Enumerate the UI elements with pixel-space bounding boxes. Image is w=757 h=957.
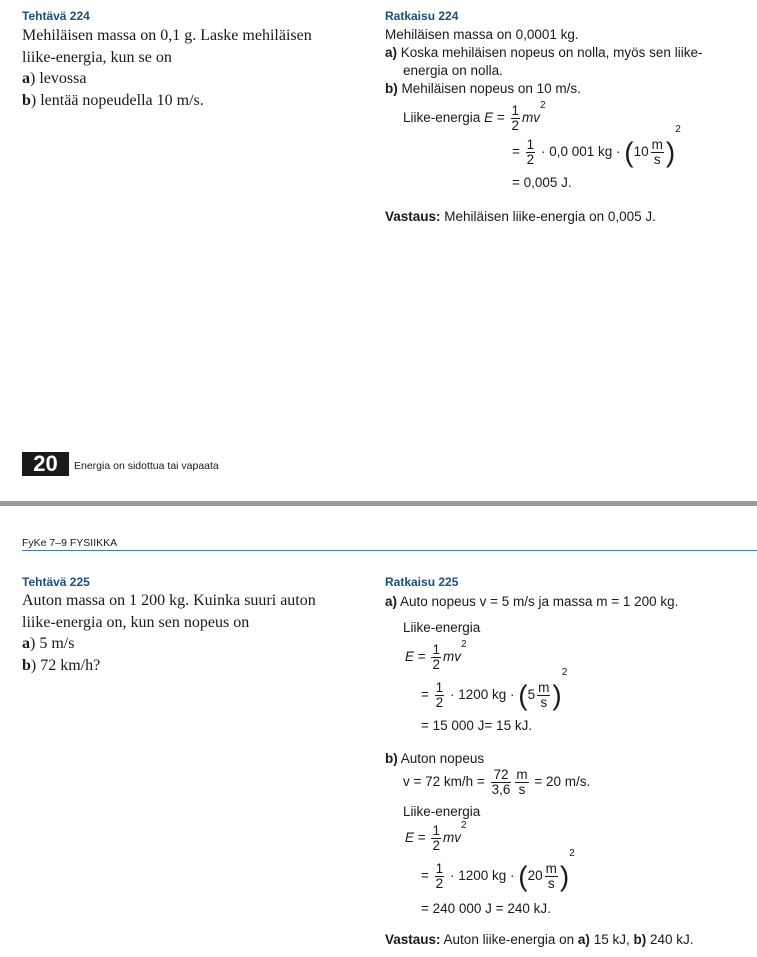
fraction-72-per-3-6 [491, 768, 512, 797]
exponent: 2 [540, 100, 546, 111]
fraction-m-per-s [651, 138, 664, 167]
numerator: 72 [491, 768, 512, 783]
mass-value: 1200 kg [458, 687, 507, 703]
part-b-eq-label: Liike-energia [403, 804, 481, 819]
part-a-line-1: Koska mehiläisen nopeus on nolla, myös sen liike- [400, 45, 703, 60]
fraction-half [431, 824, 441, 853]
item-text: levossa [39, 70, 87, 87]
exponent: 2 [460, 820, 467, 831]
dot-operator: · [510, 868, 515, 884]
dot-operator: · [540, 144, 546, 160]
fraction-m-per-s [537, 681, 550, 710]
fraction-half [435, 862, 445, 891]
answer-224 [385, 208, 656, 226]
mv-term: mv [522, 110, 541, 126]
exponent: 2 [561, 667, 568, 678]
right-paren: ) [552, 679, 562, 711]
item-label: a [22, 70, 30, 87]
solution-224-a [385, 44, 745, 62]
numerator: m [516, 767, 528, 782]
denominator: s [518, 782, 526, 797]
answer-label: Vastaus: [385, 209, 441, 224]
item-text: 5 m/s [39, 635, 75, 652]
dot-operator: · [510, 687, 515, 703]
eq-var: E [405, 649, 415, 665]
solution-224-b [385, 80, 745, 98]
part-b-text: Mehiläisen nopeus on 10 m/s. [401, 81, 581, 96]
fraction-half [511, 104, 521, 133]
eq-var: E [405, 830, 415, 846]
fraction-m-per-s [545, 862, 558, 891]
left-paren: ( [518, 679, 528, 711]
numerator: 1 [435, 861, 444, 876]
fraction-half [435, 681, 445, 710]
task-225-text [22, 590, 316, 676]
task-224-line-2: liike-energia, kun se on [22, 48, 172, 66]
denominator: 2 [435, 876, 444, 891]
equation-224-line-2 [512, 124, 681, 168]
answer-part-b-value: 240 kJ. [650, 932, 694, 947]
equation-225a-line-1 [405, 639, 467, 672]
equation-225a-line-2 [421, 667, 568, 711]
left-paren: ( [624, 136, 634, 168]
speed-conversion [403, 768, 590, 797]
solution-224-heading: Ratkaisu 224 [385, 9, 459, 23]
numerator: m [651, 137, 663, 152]
speed-value: 10 [633, 144, 649, 160]
dot-operator: · [616, 144, 621, 160]
fraction-half [431, 643, 441, 672]
denominator: s [653, 152, 661, 167]
part-a-label: a) [385, 45, 398, 60]
speed-value: 20 [527, 868, 543, 884]
item-label: b [22, 656, 31, 674]
denominator: s [540, 695, 548, 710]
solution-225-b [385, 750, 484, 768]
task-225-item-a: a) 5 m/s [22, 635, 75, 652]
numerator: 1 [432, 642, 440, 657]
answer-label: Vastaus: [385, 932, 441, 947]
denominator: 2 [432, 657, 440, 672]
item-label: b [22, 91, 31, 109]
chapter-title: Energia on sidottua tai vapaata [74, 460, 219, 472]
task-225-line-2: liike-energia on, kun sen nopeus on [22, 613, 250, 631]
answer-part-a-value: 15 kJ, [593, 932, 630, 947]
header-rule [22, 550, 757, 551]
eq-label: Liike-energia [403, 110, 481, 126]
part-b-label: b) [385, 751, 398, 766]
part-b-text: Auton nopeus [400, 751, 485, 766]
answer-part-a-label: a) [577, 932, 590, 947]
task-225-line-1: Auton massa on 1 200 kg. Kuinka suuri auton [22, 592, 316, 609]
numerator: m [545, 861, 557, 876]
conversion-right: = 20 m/s. [534, 774, 591, 790]
page-number-badge: 20 [22, 452, 69, 476]
mass-value: 1200 kg [458, 868, 507, 884]
equation-224-line-3: = 0,005 J. [512, 175, 572, 190]
solution-224-intro: Mehiläisen massa on 0,0001 kg. [385, 27, 579, 42]
equals-sign: = [417, 649, 426, 665]
denominator: 2 [511, 118, 520, 133]
fraction-m-per-s [515, 768, 528, 797]
denominator: 2 [432, 838, 440, 853]
conversion-left: v = 72 km/h = [403, 774, 485, 790]
numerator: m [538, 680, 550, 695]
part-a-label: a) [385, 594, 398, 609]
answer-text: Mehiläisen liike-energia on 0,005 J. [444, 209, 656, 224]
mv-term: mv [442, 649, 461, 665]
equation-225b-line-3: = 240 000 J = 240 kJ. [421, 901, 551, 916]
fraction-half [526, 138, 536, 167]
dot-operator: · [449, 868, 455, 884]
exponent: 2 [460, 639, 467, 650]
equals-sign: = [421, 868, 429, 884]
task-224-heading: Tehtävä 224 [22, 9, 90, 23]
equals-sign: = [417, 830, 426, 846]
equation-225b-line-1 [405, 820, 467, 853]
answer-225 [385, 931, 694, 949]
denominator: 2 [526, 152, 535, 167]
right-paren: ) [665, 136, 676, 168]
task-224-item-a: a) levossa [22, 70, 87, 87]
numerator: 1 [511, 103, 520, 118]
solution-224-text [385, 26, 745, 98]
part-b-label: b) [385, 81, 398, 96]
task-224-line-1: Mehiläisen massa on 0,1 g. Laske mehiläisen [22, 27, 312, 44]
equation-225b-line-2 [421, 848, 575, 892]
speed-value: 5 [527, 687, 536, 703]
equation-224-line-1 [403, 100, 546, 133]
mass-value: 0,0 001 kg [549, 144, 613, 160]
solution-225-heading: Ratkaisu 225 [385, 575, 459, 589]
item-text: lentää nopeudella 10 m/s. [40, 91, 204, 109]
eq-var: E [484, 110, 494, 126]
task-225-heading: Tehtävä 225 [22, 575, 90, 589]
running-header: FyKe 7–9 FYSIIKKA [22, 537, 118, 549]
equation-225a-line-3: = 15 000 J= 15 kJ. [421, 718, 533, 733]
mv-term: mv [442, 830, 461, 846]
answer-part-b-label: b) [633, 932, 647, 947]
item-text: 72 km/h? [40, 656, 101, 674]
part-a-text: Auto nopeus v = 5 m/s ja massa m = 1 200 kg. [400, 594, 679, 609]
solution-225-a [385, 593, 678, 611]
part-a-line-2: energia on nolla. [403, 63, 503, 78]
task-225-item-b: b) 72 km/h? [22, 656, 101, 674]
numerator: 1 [432, 823, 440, 838]
numerator: 1 [526, 137, 535, 152]
exponent: 2 [569, 848, 575, 859]
equals-sign: = [421, 687, 429, 703]
right-paren: ) [559, 860, 570, 892]
left-paren: ( [518, 860, 528, 892]
task-224-text [22, 25, 312, 111]
task-224-item-b: b) lentää nopeudella 10 m/s. [22, 91, 204, 109]
item-label: a [22, 635, 30, 652]
denominator: 2 [435, 695, 444, 710]
answer-text: Auton liike-energia on [443, 932, 575, 947]
page-divider [0, 501, 757, 506]
numerator: 1 [435, 680, 444, 695]
equals-sign: = [512, 144, 520, 160]
exponent: 2 [675, 124, 681, 135]
equals-sign: = [496, 110, 505, 126]
dot-operator: · [449, 687, 455, 703]
part-a-eq-label: Liike-energia [403, 620, 481, 635]
denominator: 3,6 [491, 782, 511, 797]
denominator: s [547, 876, 555, 891]
